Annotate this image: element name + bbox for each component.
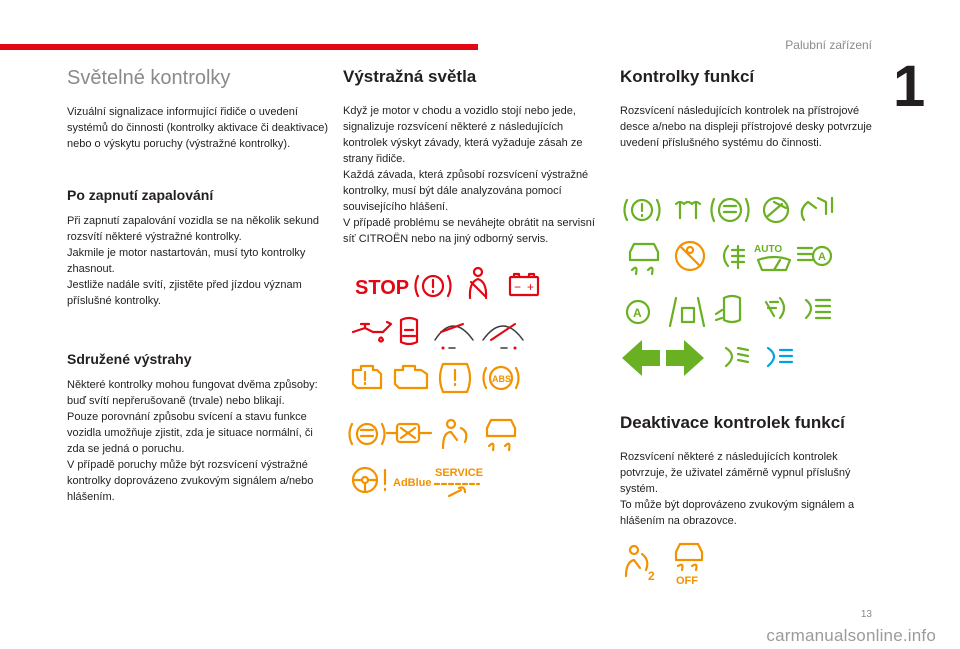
deactivation-heading: Deaktivace kontrolek funkcí bbox=[620, 413, 845, 432]
fuel-level-icon bbox=[483, 324, 523, 350]
tyre-pressure-icon bbox=[440, 364, 470, 392]
stop-label: STOP bbox=[355, 277, 410, 299]
page-title: Světelné kontrolky bbox=[67, 67, 231, 89]
section-deactivation bbox=[620, 408, 885, 529]
high-beam-icon bbox=[768, 348, 792, 366]
stop-start-label: A bbox=[633, 306, 642, 320]
header-accent-bar bbox=[0, 44, 478, 50]
column-function-lights bbox=[620, 62, 885, 151]
section-ignition bbox=[67, 187, 332, 309]
coolant-temperature-icon bbox=[435, 324, 473, 350]
steering-fault-icon bbox=[353, 468, 385, 492]
function-lights-heading: Kontrolky funkcí bbox=[620, 67, 755, 86]
auto-headlamp-label: A bbox=[818, 251, 826, 263]
warning-lights-text: Když je motor v chodu a vozidlo stojí nebo jede, signalizuje rozsvícení některé z následujících kontrolek výskyt závady, která vyžaduje zásah ze strany řidiče. Každá závada, která způsobí rozsvícení výstražné kontrolky, musí být dále analyzována pomocí souvisejícího hlášení. V případě problému se neváhejte obrátit na servisní síť CITROËN nebo na jiný odborný servis. bbox=[343, 105, 595, 245]
dipped-beam-icon bbox=[726, 348, 748, 366]
oil-pressure-icon bbox=[353, 322, 391, 342]
stability-control-icon bbox=[630, 244, 658, 274]
brake-pad-wear-icon bbox=[350, 424, 385, 444]
esp-off-label: OFF bbox=[676, 575, 698, 586]
speed-limiter-icon bbox=[764, 198, 788, 222]
particle-filter-icon bbox=[387, 424, 431, 442]
engine-fault-icon bbox=[353, 366, 381, 388]
side-lights-icon bbox=[766, 298, 784, 318]
passenger-airbag-off-icon bbox=[676, 242, 704, 270]
stability-control-off-icon bbox=[676, 544, 702, 586]
section-combined bbox=[67, 351, 332, 505]
seatbelt-icon bbox=[470, 268, 486, 298]
rear-fog-light-icon bbox=[724, 246, 744, 268]
deactivation-text: Rozsvícení některé z následujících kontrolek potvrzuje, že uživatel záměrně vypnul příslušný systém. To může být doprovázeno zvukovým signálem a hlášením na obrazovce. bbox=[620, 451, 855, 527]
brake-warning-icon bbox=[416, 276, 451, 296]
warning-lights-heading: Výstražná světla bbox=[343, 67, 477, 86]
battery-icon bbox=[510, 274, 538, 295]
section-combined-heading: Sdružené výstrahy bbox=[67, 351, 192, 367]
warning-icons-grid bbox=[343, 262, 543, 512]
chapter-title: Palubní zařízení bbox=[785, 38, 872, 52]
service-icon bbox=[435, 467, 483, 496]
deactivation-icons bbox=[620, 540, 710, 586]
auto-label: AUTO bbox=[754, 244, 783, 255]
function-icons-grid bbox=[620, 190, 850, 380]
door-open-icon bbox=[401, 318, 417, 344]
section-ignition-text: Při zapnutí zapalování vozidla se na několik sekund rozsvítí některé výstražné kontrolky. Jakmile je motor nastartován, musí tyto kontrolky zhasnout. Jestliže nadále svítí, zjistěte před jízdou význam příslušné kontrolky. bbox=[67, 215, 319, 307]
intro-text: Vizuální signalizace informující řidiče o uvedení systémů do činnosti (kontrolky aktivace či deaktivace) nebo o výskytu poruchy (výstražné kontrolky). bbox=[67, 106, 329, 150]
service-label: SERVICE bbox=[435, 467, 484, 479]
page-number: 13 bbox=[860, 609, 872, 620]
section-ignition-heading: Po zapnutí zapalování bbox=[67, 187, 214, 203]
chapter-number: 1 bbox=[893, 54, 926, 119]
watermark: carmanualsonline.info bbox=[766, 626, 936, 645]
adblue-label: AdBlue bbox=[393, 477, 432, 489]
adblue-icon bbox=[393, 477, 432, 489]
column-intro bbox=[67, 62, 332, 152]
brake-system-icon bbox=[625, 200, 660, 220]
automatic-headlamps-icon bbox=[798, 247, 831, 265]
stop-icon bbox=[355, 277, 409, 299]
section-combined-text: Některé kontrolky mohou fungovat dvěma způsoby: buď svítí nepřerušovaně (trvale) nebo blikají. Pouze porovnání způsobu svícení a stavu funkce vozidla umožňuje zjistit, zda je situace normální, či zda se jedná o poruchu. V případě poruchy může být rozsvícení výstražné kontrolky doprovázeno zvukovým signálem a/nebo hlášením. bbox=[67, 379, 318, 503]
foot-on-brake-icon bbox=[802, 198, 832, 220]
engine-warning-icon bbox=[395, 366, 427, 388]
battery-plus-label: + bbox=[527, 280, 535, 294]
airbag-off-2-icon bbox=[626, 546, 655, 583]
direction-indicators-icon bbox=[622, 340, 704, 376]
abs-label: ABS bbox=[492, 374, 512, 384]
parking-sensor-icon bbox=[716, 296, 740, 322]
glow-plug-icon bbox=[676, 202, 700, 218]
stop-start-icon bbox=[627, 301, 649, 323]
airbag-off-2-label: 2 bbox=[648, 569, 655, 583]
column-warning-lights bbox=[343, 62, 608, 247]
auto-wipe-icon bbox=[754, 244, 790, 270]
abs-icon bbox=[484, 367, 519, 389]
brake-hold-icon bbox=[712, 199, 749, 221]
skid-icon bbox=[487, 420, 515, 450]
main-beam-icon bbox=[806, 300, 830, 318]
function-lights-text: Rozsvícení následujících kontrolek na přístrojové desce a/nebo na displeji přístrojové desky potvrzuje uvedení příslušného systému do činnosti. bbox=[620, 105, 872, 149]
lane-departure-icon bbox=[670, 298, 704, 326]
battery-minus-label: − bbox=[514, 280, 522, 294]
airbag-icon bbox=[443, 420, 466, 448]
